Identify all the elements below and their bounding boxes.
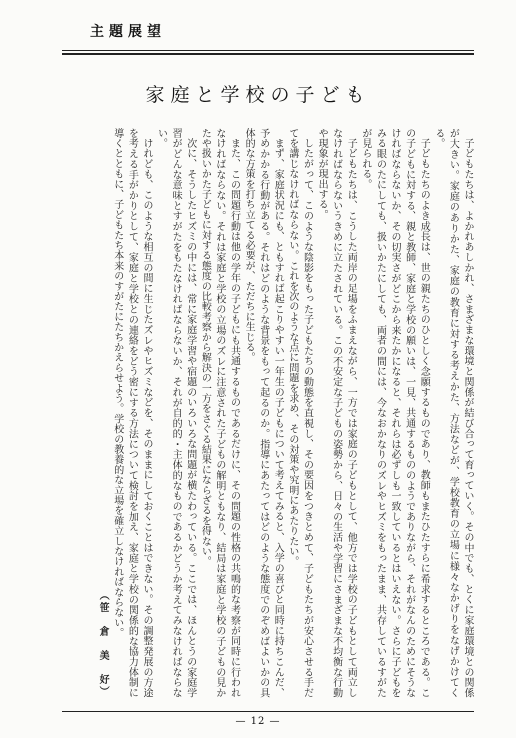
article-title: 家庭と学校の子ども xyxy=(145,84,371,106)
page-number: — 12 — xyxy=(235,716,281,727)
paragraph: けれども、このような相互の間に生じたズレやヒズミなどを、そのままにしておくことはできない。その調整発展の方途を考える手がかりとして、家庭と学校との連絡をどう密にする方法について検討を加え、家庭と学校の関係的な協力体制に導くとともに、子どもたち本来のすがたにたちかえらせよう。学校の教養的な立場を確立しなければならない。 xyxy=(111,128,152,698)
footer-rule xyxy=(62,711,474,712)
paragraph: 子どもたちは、こうした両岸の足場をふまえながら、一方では家庭の子どもとして、他方では学校の子どもとして両立しなければならないうきめに立たされている。この不安定な子どもの姿勢から、日々の生活や学習にさまざまな不均衡な行動や現象が現出する。 xyxy=(316,128,357,698)
author-signature: （笹 倉 美 好） xyxy=(97,590,109,698)
paragraph: また、この問題行動は他の学年の子どもにも共通するものであるだけに、その問題の性格の共鳴的な考察が同時に行われなければならない。それは家庭と学校の立場のズレに注意された子どもの解明ともなり、結局は家庭と学校の子どもの見かたや扱いかた子どもに対する態度の比較考察から解決の一方をさぐる結果にならざるを得ない。 xyxy=(199,128,240,698)
header-rule-top xyxy=(62,50,474,51)
paragraph: 次に、そうしたヒズミの中には、常に家庭学習や宿題のいろいろな問題が横たわっている。ここでは、ほんとうの家庭学習がどんな意味とすがたをもたなければならないか、それが自的的・主体的なものであるかどうか考えてみなければならない。 xyxy=(155,128,196,698)
header-rule-bottom xyxy=(62,53,474,55)
paragraph: 子どもたちのよき成長は、世の親たちのひとしく念願するものであり、教師もまたひたすらに希求するところである。この子どもに対する、親と教師、家庭と学校の願いは、一見、共通するもののようでありながら、それがなんのためにそうなければならないか、その切実さがどこから来たかになると、それらは必ずしも一致しているとはいえない。さらに子どもをみる眼のたにしても、扱いかたにしても、両者の間には、今なおかなりのズレやヒズミをもったまま、共存しているすがたが見られる。 xyxy=(359,128,430,698)
paragraph: まず、家庭状況にも、ともすれば起こりやすい一年生の子どもについて考えてみると、入学の喜びと同時に持ちこんだ、予めかかる行動がある。それはどのような背景をもって起るのか。指導にあたってはどのような態度でのぞめばよいかの具体的な方策を打ち立てる必要が、ただちに生じる。 xyxy=(243,128,284,698)
section-label: 主題展望 xyxy=(90,24,166,40)
paragraph: 子どもたちは、よかれあしかれ、さまざまな環境と関係が結び合って育っていく。その中でも、とくに家庭環境との関係が大きい。家庭のありかた、家庭の教育に対する考えかた、方法などが、学校教育の立場に様々なかげりをなげかけてくる。 xyxy=(432,128,473,698)
article-body xyxy=(60,128,474,698)
paragraph: したがって、このような陰影をもった子どもたちの動態を直視し、その要因をつきとめて、子どもたちが安心させる手だてを講じなければならない。これを次のような点に問題を求め、その対策や究明にあたりたい。 xyxy=(286,128,313,698)
